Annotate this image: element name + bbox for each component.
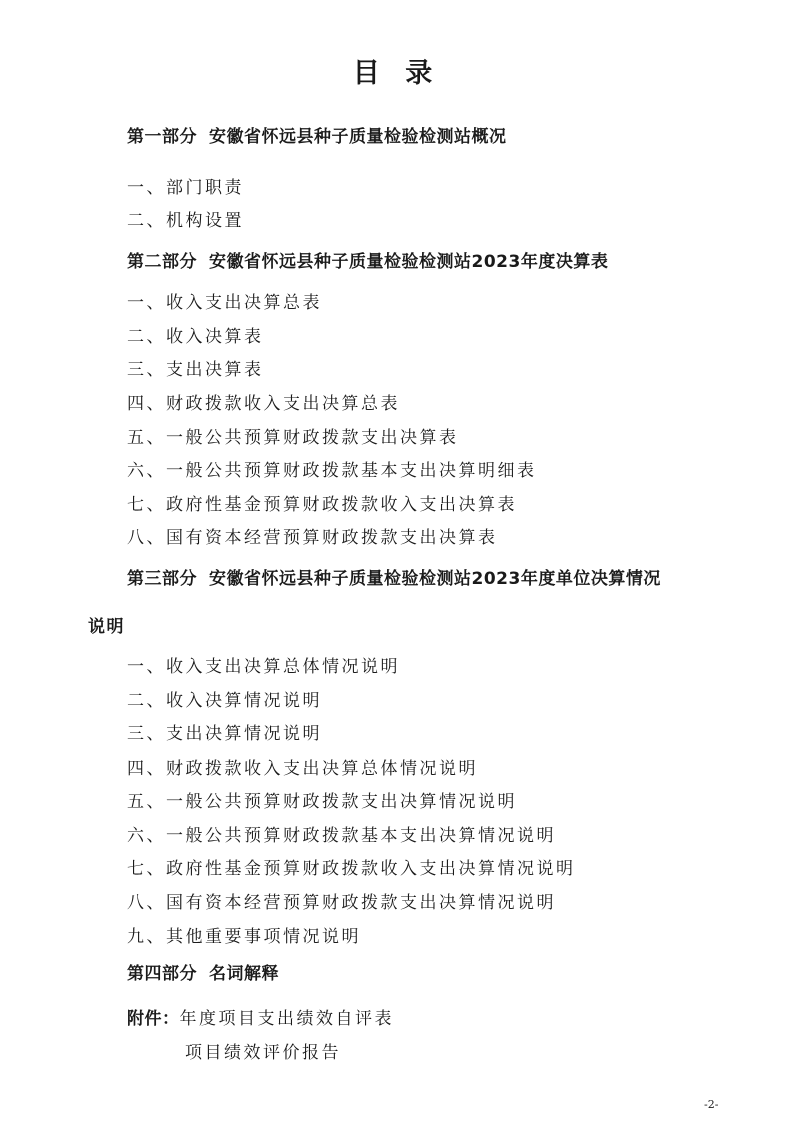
- attachment-item: 项目绩效评价报告: [185, 1043, 341, 1063]
- part-4-heading: [127, 963, 279, 985]
- toc-item: 一、部门职责: [127, 178, 244, 198]
- toc-item: 八、国有资本经营预算财政拨款支出决算情况说明: [127, 893, 556, 913]
- part-2-label: 第二部分: [127, 252, 197, 272]
- part-2-title: 安徽省怀远县种子质量检验检测站2023年度决算表: [209, 252, 609, 272]
- part-2-heading: [127, 251, 608, 273]
- toc-item: 二、收入决算情况说明: [127, 691, 322, 711]
- toc-item: 二、收入决算表: [127, 327, 264, 347]
- toc-item: 八、国有资本经营预算财政拨款支出决算表: [127, 528, 498, 548]
- attachments-label: 附件：: [127, 1009, 180, 1029]
- toc-item: 一、收入支出决算总体情况说明: [127, 657, 400, 677]
- toc-item: 五、一般公共预算财政拨款支出决算情况说明: [127, 792, 517, 812]
- toc-item: 三、支出决算情况说明: [127, 724, 322, 744]
- part-1-title: 安徽省怀远县种子质量检验检测站概况: [209, 127, 507, 147]
- part-3-heading: [127, 568, 661, 590]
- toc-item: 五、一般公共预算财政拨款支出决算表: [127, 428, 459, 448]
- page-number: -2-: [704, 1098, 719, 1111]
- attachments-line: [127, 1008, 394, 1030]
- part-3-title: 安徽省怀远县种子质量检验检测站2023年度单位决算情况: [209, 569, 661, 589]
- toc-item: 一、收入支出决算总表: [127, 293, 322, 313]
- part-3-label: 第三部分: [127, 569, 197, 589]
- part-4-label: 第四部分: [127, 964, 197, 984]
- page-title: 目 录: [352, 58, 441, 89]
- toc-item: 七、政府性基金预算财政拨款收入支出决算表: [127, 495, 517, 515]
- toc-item: 四、财政拨款收入支出决算总体情况说明: [127, 759, 478, 779]
- part-1-label: 第一部分: [127, 127, 197, 147]
- part-1-heading: [127, 126, 507, 148]
- toc-item: 四、财政拨款收入支出决算总表: [127, 394, 400, 414]
- toc-item: 七、政府性基金预算财政拨款收入支出决算情况说明: [127, 859, 576, 879]
- toc-item: 二、机构设置: [127, 211, 244, 231]
- part-4-title: 名词解释: [209, 964, 279, 984]
- part-3-title-continuation: 说明: [88, 617, 125, 637]
- attachment-item: 年度项目支出绩效自评表: [179, 1009, 394, 1029]
- toc-item: 六、一般公共预算财政拨款基本支出决算明细表: [127, 461, 537, 481]
- toc-item: 九、其他重要事项情况说明: [127, 927, 361, 947]
- toc-item: 六、一般公共预算财政拨款基本支出决算情况说明: [127, 826, 556, 846]
- toc-item: 三、支出决算表: [127, 360, 264, 380]
